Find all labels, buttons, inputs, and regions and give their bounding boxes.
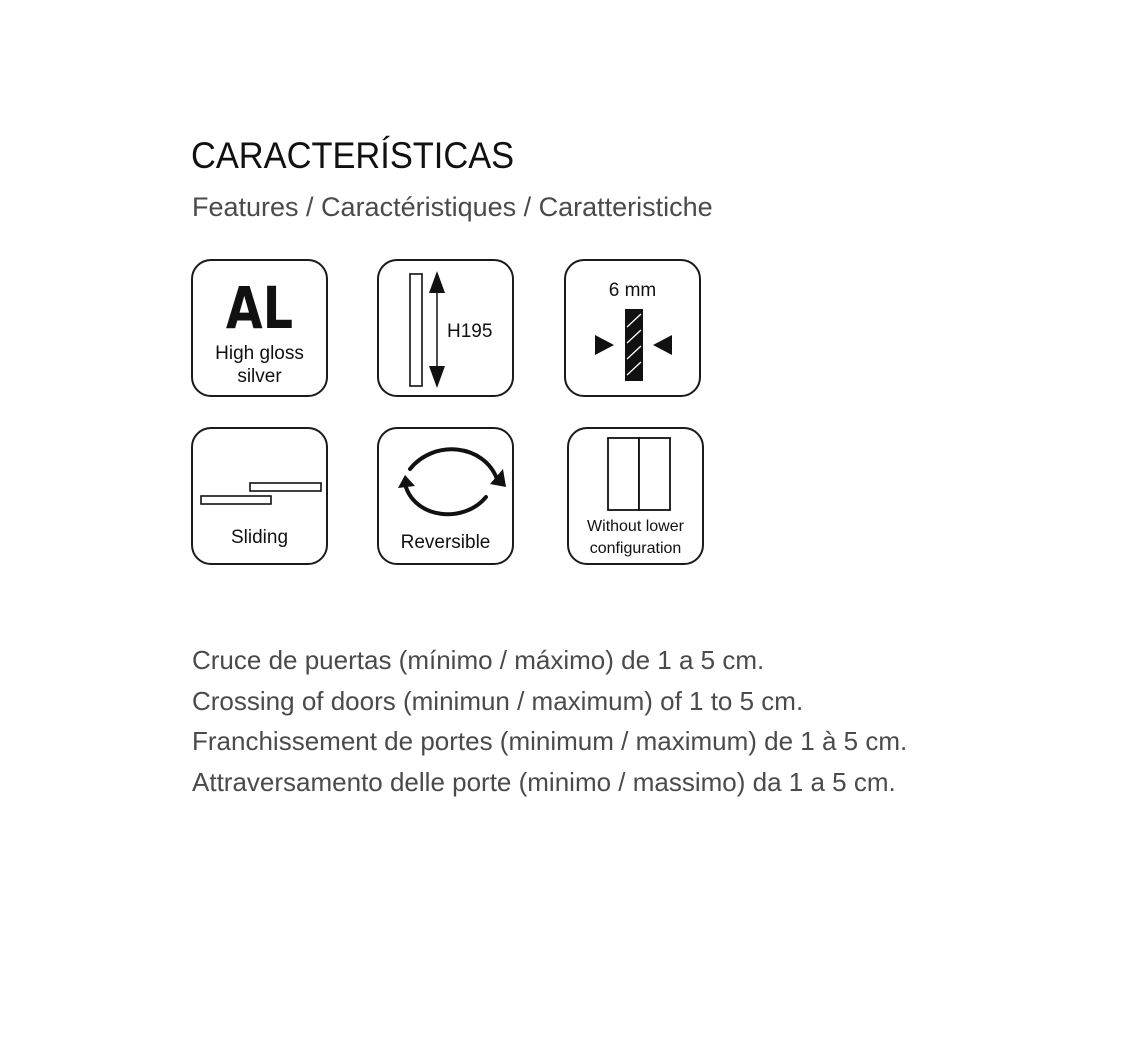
description-line-fr: Franchissement de portes (minimum / maximum) de 1 à 5 cm. xyxy=(192,726,908,757)
al-finish-icon: AL xyxy=(225,274,294,342)
feature-sliding-card xyxy=(191,427,328,565)
finish-label-line1: High gloss xyxy=(215,343,304,364)
description-line-en: Crossing of doors (minimun / maximum) of 1 to 5 cm. xyxy=(192,685,804,716)
feature-glass-card xyxy=(564,259,701,397)
page-subtitle: Features / Caractéristiques / Caratteristiche xyxy=(192,192,713,222)
description-line-it: Attraversamento delle porte (minimo / massimo) da 1 a 5 cm. xyxy=(192,766,896,797)
feature-height-card xyxy=(377,259,514,397)
page-title: CARACTERÍSTICAS xyxy=(191,135,515,176)
finish-label-line2: silver xyxy=(237,366,282,387)
feature-reversible-card xyxy=(377,427,514,565)
feature-finish-card xyxy=(191,259,328,397)
glass-label: 6 mm xyxy=(608,280,657,301)
no-lower-label-line2: configuration xyxy=(589,540,682,557)
glass-thickness-icon xyxy=(566,261,703,399)
reversible-label: Reversible xyxy=(400,532,491,553)
no-lower-label-line1: Without lower xyxy=(587,518,684,535)
sliding-label: Sliding xyxy=(230,527,289,548)
crossing-description xyxy=(192,640,1092,802)
feature-no-lower-card xyxy=(567,427,704,565)
height-label: H195 xyxy=(447,321,493,342)
description-line-es: Cruce de puertas (mínimo / máximo) de 1 a 5 cm. xyxy=(192,645,765,675)
